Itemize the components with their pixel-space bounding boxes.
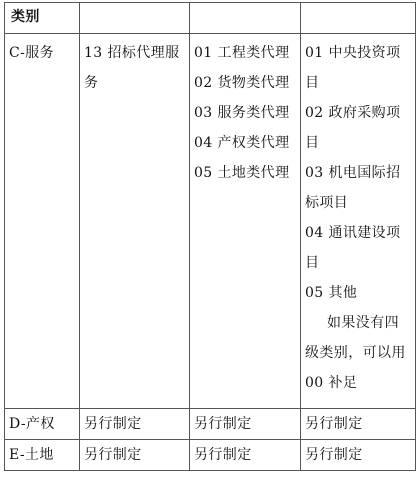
major-cell: 另行制定 [80, 440, 190, 471]
mid-cell: 另行制定 [190, 409, 301, 440]
sub-note: 如果没有四级类别，可以用 00 补足 [305, 315, 406, 391]
major-cell [80, 34, 190, 409]
sub-item: 04 通讯建设项目 [305, 225, 401, 271]
sub-cell [301, 34, 416, 409]
category-cell: E-土地 [5, 440, 80, 471]
mid-item: 03 服务类代理 [194, 105, 290, 121]
sub-cell: 另行制定 [301, 409, 416, 440]
major-label: 13 招标代理服务 [84, 45, 180, 91]
table-header-row [5, 3, 416, 34]
mid-item: 04 产权类代理 [194, 135, 290, 151]
category-cell: D-产权 [5, 409, 80, 440]
category-label: C-服务 [9, 45, 55, 61]
sub-item: 03 机电国际招标项目 [305, 165, 401, 211]
sub-item: 05 其他 [305, 285, 358, 301]
major-cell: 另行制定 [80, 409, 190, 440]
header-category-cell: 类别 [5, 3, 80, 34]
category-table [4, 2, 416, 471]
sub-item: 02 政府采购项目 [305, 105, 401, 151]
table-row [5, 440, 416, 471]
sub-cell: 另行制定 [301, 440, 416, 471]
mid-item: 02 货物类代理 [194, 75, 290, 91]
header-empty-cell [301, 3, 416, 34]
category-cell [5, 34, 80, 409]
table-row [5, 34, 416, 409]
mid-item: 01 工程类代理 [194, 45, 290, 61]
sub-item: 01 中央投资项目 [305, 45, 401, 91]
header-empty-cell [80, 3, 190, 34]
table-row [5, 409, 416, 440]
mid-cell: 另行制定 [190, 440, 301, 471]
mid-item: 05 土地类代理 [194, 165, 290, 181]
mid-cell [190, 34, 301, 409]
header-empty-cell [190, 3, 301, 34]
